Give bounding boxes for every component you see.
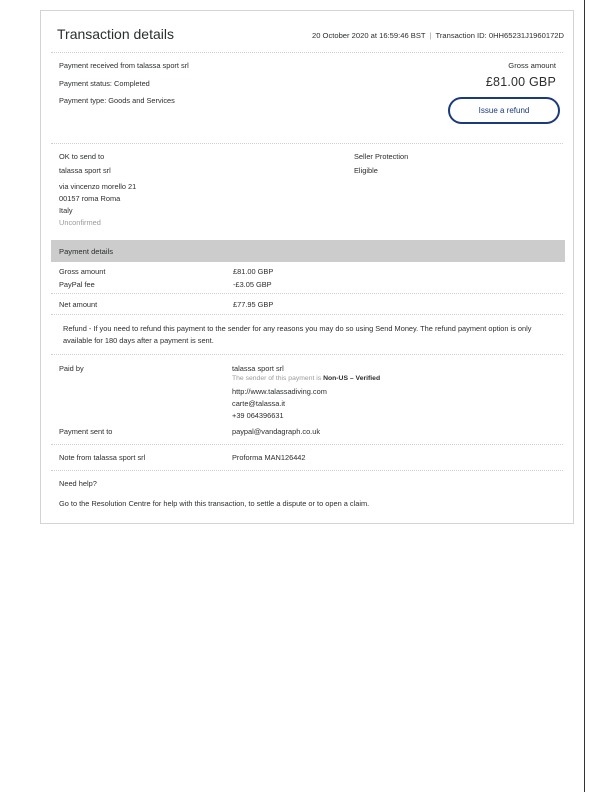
issue-refund-button[interactable]: Issue a refund (448, 97, 560, 124)
transaction-meta (312, 31, 564, 40)
payer-email: carte@talassa.it (232, 399, 286, 408)
address-status: Unconfirmed (59, 218, 101, 227)
note-value: Proforma MAN126442 (232, 453, 306, 462)
payer-website: http://www.talassadiving.com (232, 387, 327, 396)
divider (51, 143, 563, 144)
transaction-date: 20 October 2020 at 16:59:46 BST (311, 31, 426, 40)
page-title: Transaction details (57, 26, 174, 42)
transaction-id: Transaction ID: 0HH65231J1960172D (435, 31, 564, 40)
help-title: Need help? (59, 479, 97, 488)
seller-protection-label: Seller Protection (354, 152, 409, 161)
recipient-name: talassa sport srl (59, 166, 111, 175)
payer-phone: +39 064396631 (232, 411, 284, 420)
payment-status (59, 79, 150, 88)
paypal-fee-value: -£3.05 GBP (233, 280, 272, 289)
help-suffix: for help with this transaction, to settle a dispute or to open a claim. (150, 499, 370, 508)
help-text (59, 499, 369, 508)
page-right-rule (584, 0, 585, 792)
payment-sent-to-label: Payment sent to (59, 427, 113, 436)
address-line-2: 00157 roma Roma (59, 194, 121, 203)
divider (51, 293, 563, 294)
payment-status-value: Completed (114, 79, 150, 88)
divider (51, 52, 563, 53)
paypal-fee-label: PayPal fee (59, 280, 95, 289)
divider (51, 470, 563, 471)
ok-to-send-label: OK to send to (59, 152, 105, 161)
sender-status-prefix: The sender of this payment is (232, 375, 324, 382)
divider (51, 354, 563, 355)
gross-amount-value: £81.00 GBP (485, 75, 556, 89)
gross-amount-row-label: Gross amount (59, 267, 106, 276)
payment-type: Payment type: Goods and Services (59, 96, 175, 105)
refund-note: Refund - If you need to refund this payment to the sender for any reasons you may do so using Send Money. The refund payment option is only available for 180 days after a payment is sent. (63, 324, 532, 345)
gross-amount-label: Gross amount (508, 61, 556, 70)
net-amount-value: £77.95 GBP (233, 300, 274, 309)
net-amount-label: Net amount (59, 300, 98, 309)
received-from: Payment received from talassa sport srl (59, 61, 189, 70)
divider (51, 314, 563, 315)
transaction-card (40, 10, 574, 524)
resolution-centre-link[interactable]: Resolution Centre (91, 499, 151, 508)
paid-by-label: Paid by (59, 364, 84, 373)
payer-name: talassa sport srl (232, 364, 284, 373)
note-label: Note from talassa sport srl (59, 453, 146, 462)
sender-status-value: Non-US – Verified (323, 375, 381, 382)
payment-status-label: Payment status: (59, 79, 115, 88)
seller-protection-value: Eligible (354, 166, 378, 175)
help-prefix: Go to the (59, 499, 92, 508)
address-line-1: via vincenzo morello 21 (59, 182, 137, 191)
meta-separator: | (429, 31, 432, 40)
address-country: Italy (59, 206, 73, 215)
divider (51, 444, 563, 445)
gross-amount-row-value: £81.00 GBP (233, 267, 274, 276)
payment-details-header: Payment details (51, 240, 565, 262)
payment-sent-to-value: paypal@vandagraph.co.uk (232, 427, 321, 436)
sender-status (232, 375, 380, 382)
